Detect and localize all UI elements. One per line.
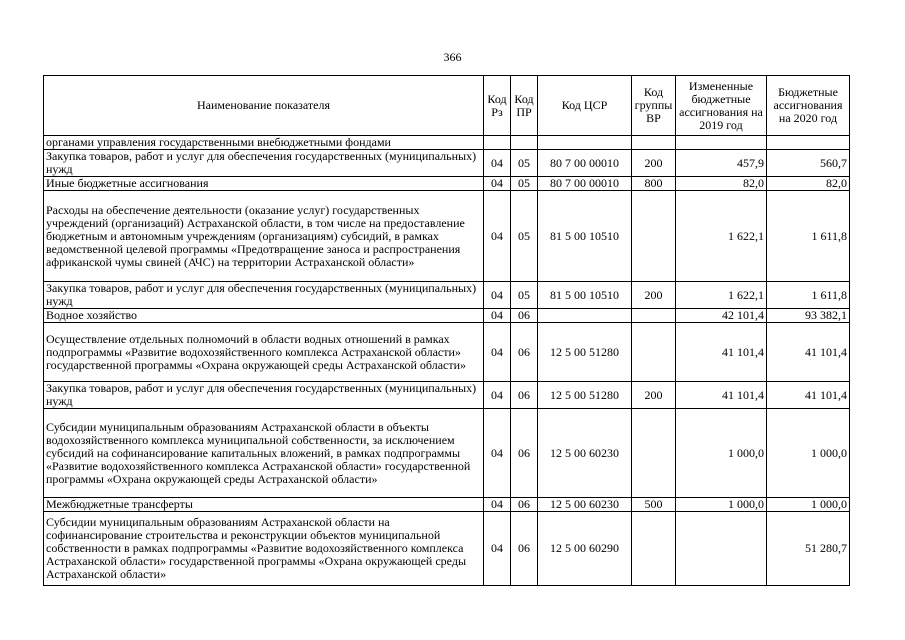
row-csr [538, 136, 632, 150]
row-2019: 41 101,4 [676, 382, 767, 409]
table-row [44, 498, 850, 512]
row-pr: 05 [511, 150, 538, 177]
row-name: Субсидии муниципальным образованиям Астраханской области в объекты водохозяйственного комплекса муниципальной собственности, за исключением субсидий на софинансирование капитальных вложений, в рамках подпрограммы «Развитие водохозяйственного комплекса Астраханской области» государственной программы «Охрана окружающей среды Астраханской области» [44, 409, 484, 498]
col-header-name: Наименование показателя [44, 76, 484, 136]
row-rz: 04 [484, 512, 511, 586]
row-2019: 1 000,0 [676, 409, 767, 498]
row-2019: 1 622,1 [676, 191, 767, 282]
row-rz: 04 [484, 191, 511, 282]
row-name: органами управления государственными внебюджетными фондами [44, 136, 484, 150]
col-header-csr: Код ЦСР [538, 76, 632, 136]
row-pr [511, 136, 538, 150]
row-name: Закупка товаров, работ и услуг для обеспечения государственных (муниципальных) нужд [44, 150, 484, 177]
row-csr: 12 5 00 60290 [538, 512, 632, 586]
row-vr [632, 409, 676, 498]
row-vr [632, 191, 676, 282]
row-name: Закупка товаров, работ и услуг для обеспечения государственных (муниципальных) нужд [44, 282, 484, 309]
table-row [44, 309, 850, 323]
col-header-pr: Код ПР [511, 76, 538, 136]
row-2019 [676, 136, 767, 150]
table-row [44, 150, 850, 177]
row-rz: 04 [484, 282, 511, 309]
row-2020: 1 611,8 [767, 282, 850, 309]
row-csr: 80 7 00 00010 [538, 150, 632, 177]
row-pr: 06 [511, 309, 538, 323]
row-2020: 560,7 [767, 150, 850, 177]
row-pr: 06 [511, 512, 538, 586]
row-csr: 12 5 00 60230 [538, 498, 632, 512]
page-number: 366 [443, 50, 462, 64]
row-name: Осуществление отдельных полномочий в области водных отношений в рамках подпрограммы «Развитие водохозяйственного комплекса Астраханской области» государственной программы «Охрана окружающей среды Астраханской области» [44, 323, 484, 382]
row-csr: 81 5 00 10510 [538, 282, 632, 309]
row-name: Расходы на обеспечение деятельности (оказание услуг) государственных учреждений (организаций) Астраханской области, в том числе на предоставление бюджетным и автономным учреждениям (организациям) субсидий, в рамках ведомственной целевой программы «Предотвращение заноса и распространения африканской чумы свиней (АЧС) на территории Астраханской области» [44, 191, 484, 282]
table-row [44, 191, 850, 282]
table-header-row [44, 76, 850, 136]
row-csr: 81 5 00 10510 [538, 191, 632, 282]
row-vr: 200 [632, 382, 676, 409]
col-header-2019: Измененные бюджетные ассигнования на 2019 год [676, 76, 767, 136]
row-2020 [767, 136, 850, 150]
row-vr: 200 [632, 282, 676, 309]
row-2020: 1 000,0 [767, 409, 850, 498]
row-rz: 04 [484, 323, 511, 382]
row-vr [632, 512, 676, 586]
row-csr: 12 5 00 51280 [538, 382, 632, 409]
row-rz: 04 [484, 382, 511, 409]
row-pr: 05 [511, 282, 538, 309]
row-csr: 12 5 00 51280 [538, 323, 632, 382]
row-vr: 800 [632, 177, 676, 191]
row-rz: 04 [484, 177, 511, 191]
row-2019: 42 101,4 [676, 309, 767, 323]
row-2019: 1 000,0 [676, 498, 767, 512]
row-csr: 12 5 00 60230 [538, 409, 632, 498]
row-name: Иные бюджетные ассигнования [44, 177, 484, 191]
row-csr [538, 309, 632, 323]
table-row [44, 282, 850, 309]
col-header-vr: Код группы ВР [632, 76, 676, 136]
row-rz [484, 136, 511, 150]
row-csr: 80 7 00 00010 [538, 177, 632, 191]
row-pr: 05 [511, 177, 538, 191]
row-rz: 04 [484, 309, 511, 323]
row-2020: 41 101,4 [767, 323, 850, 382]
table-row [44, 323, 850, 382]
row-vr [632, 323, 676, 382]
row-2020: 1 611,8 [767, 191, 850, 282]
row-vr: 500 [632, 498, 676, 512]
row-name: Субсидии муниципальным образованиям Астраханской области на софинансирование строительства и реконструкции объектов муниципальной собственности в рамках подпрограммы «Развитие водохозяйственного комплекса Астраханской области» государственной программы «Охрана окружающей среды Астраханской области» [44, 512, 484, 586]
table-row [44, 136, 850, 150]
row-2020: 51 280,7 [767, 512, 850, 586]
row-pr: 06 [511, 382, 538, 409]
row-2020: 93 382,1 [767, 309, 850, 323]
row-name: Межбюджетные трансферты [44, 498, 484, 512]
row-2020: 82,0 [767, 177, 850, 191]
row-2019: 457,9 [676, 150, 767, 177]
row-pr: 06 [511, 323, 538, 382]
row-name: Закупка товаров, работ и услуг для обеспечения государственных (муниципальных) нужд [44, 382, 484, 409]
budget-table [43, 75, 850, 586]
row-2019: 41 101,4 [676, 323, 767, 382]
row-vr: 200 [632, 150, 676, 177]
row-2019: 1 622,1 [676, 282, 767, 309]
row-rz: 04 [484, 409, 511, 498]
row-2020: 41 101,4 [767, 382, 850, 409]
row-2019 [676, 512, 767, 586]
row-2019: 82,0 [676, 177, 767, 191]
row-2020: 1 000,0 [767, 498, 850, 512]
row-pr: 05 [511, 191, 538, 282]
row-vr [632, 309, 676, 323]
col-header-2020: Бюджетные ассигнования на 2020 год [767, 76, 850, 136]
row-rz: 04 [484, 498, 511, 512]
row-pr: 06 [511, 409, 538, 498]
row-rz: 04 [484, 150, 511, 177]
table-row [44, 177, 850, 191]
table-row [44, 512, 850, 586]
row-pr: 06 [511, 498, 538, 512]
col-header-rz: Код Рз [484, 76, 511, 136]
row-name: Водное хозяйство [44, 309, 484, 323]
table-row [44, 382, 850, 409]
table-row [44, 409, 850, 498]
row-vr [632, 136, 676, 150]
